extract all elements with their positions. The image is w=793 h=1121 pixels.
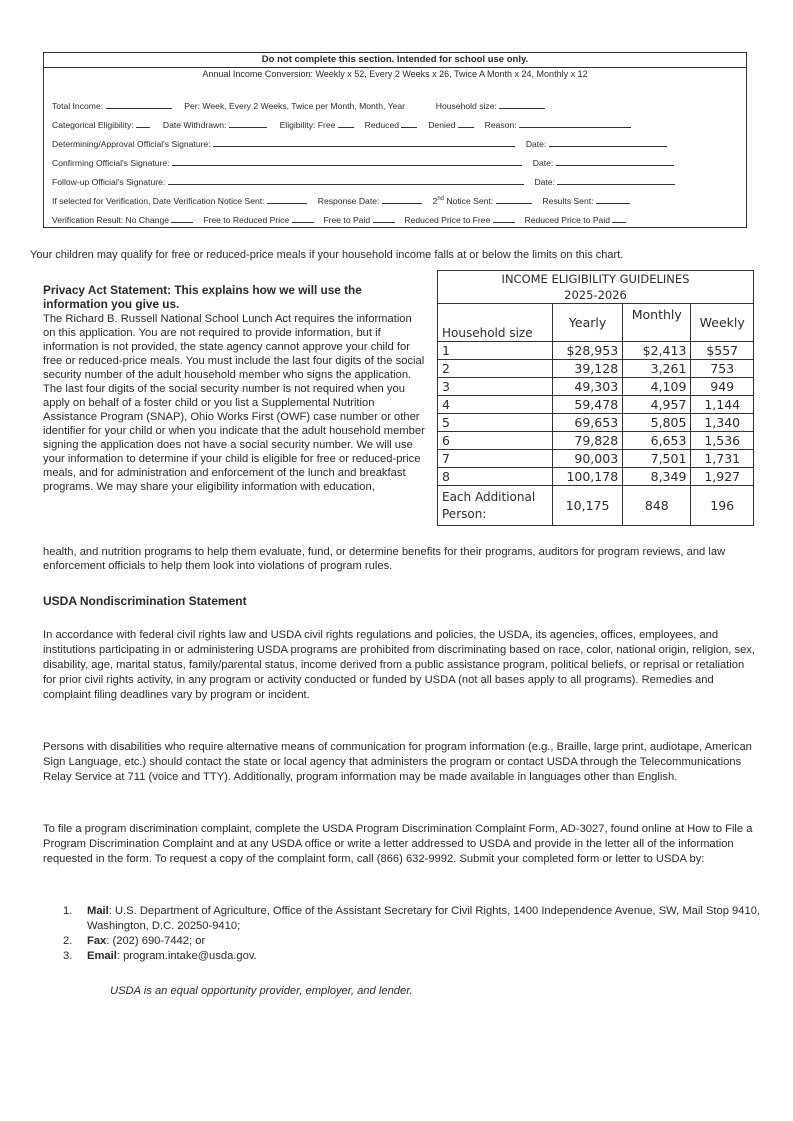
email-text: : program.intake@usda.gov.: [116, 950, 257, 962]
privacy-act-body: The Richard B. Russell National School Lunch Act requires the information on this application. You are not required to provide information, but if information is not provided, the state agency cannot approve your child for free or reduced-price meals. You must include the last four digits of the social security number of the adult household member who signs the application. The last four digits of the social security number is not required when you apply on behalf of a foster child or you list a Supplemental Nutrition Assistance Program (SNAP), Ohio Works First (OWF) case number or other identifier for your child or when you indicate that the adult household member signing the application does not have a social security number. We will use your information to determine if your child is eligible for free or reduced-price meals, and for administration and enforcement of the lunch and breakfast programs. We may share your eligibility information with education,: [43, 313, 425, 493]
email-label: Email: [87, 950, 117, 962]
table-row: [438, 378, 754, 396]
weekly-header: Weekly: [691, 304, 754, 342]
monthly-cell: 4,109: [623, 378, 691, 396]
weekly-cell: 1,340: [691, 414, 754, 432]
table-row: [438, 360, 754, 378]
monthly-cell: 4,957: [623, 396, 691, 414]
household-size-cell: 4: [438, 396, 553, 414]
additional-person-row: [438, 486, 754, 526]
weekly-cell: 1,927: [691, 468, 754, 486]
eligibility-row: [52, 118, 631, 130]
household-size-field[interactable]: [499, 99, 545, 109]
household-size-header: Household size: [438, 304, 553, 342]
categorical-eligibility-label: Categorical Eligibility:: [52, 120, 134, 130]
yearly-cell: 49,303: [553, 378, 623, 396]
determining-signature-label: Determining/Approval Official's Signature:: [52, 139, 211, 149]
household-size-label: Household size:: [435, 101, 497, 111]
table-row: [438, 342, 754, 360]
reduced-to-paid-label: Reduced Price to Paid: [524, 215, 611, 225]
total-income-field[interactable]: [106, 99, 172, 109]
total-income-label: Total Income:: [52, 101, 104, 111]
second-notice-suffix: nd: [437, 196, 445, 203]
usda-paragraph-disabilities: Persons with disabilities who require alternative means of communication for program information (e.g., Braille, large print, audiotape, American Sign Language, etc.) should contact the state or local agency that administers the program or contact USDA through the Telecommunications Relay Service at 711 (voice and TTY). Additionally, program information may be made available in languages other than English.: [43, 741, 752, 783]
reason-label: Reason:: [484, 120, 517, 130]
household-size-cell: 1: [438, 342, 553, 360]
yearly-header: Yearly: [553, 304, 623, 342]
household-size-cell: 7: [438, 450, 553, 468]
weekly-cell: 949: [691, 378, 754, 396]
additional-monthly-cell: 848: [623, 486, 691, 526]
weekly-cell: 1,731: [691, 450, 754, 468]
second-notice-label: [433, 196, 494, 206]
yearly-cell: 100,178: [553, 468, 623, 486]
verification-notice-field[interactable]: [267, 194, 307, 204]
second-notice-field[interactable]: [496, 194, 532, 204]
table-row: [438, 468, 754, 486]
total-income-row: [52, 99, 545, 111]
additional-yearly-cell: 10,175: [553, 486, 623, 526]
table-row: [438, 396, 754, 414]
determining-signature-row: [52, 137, 667, 149]
additional-weekly-cell: 196: [691, 486, 754, 526]
verification-result-label: Verification Result: No Change: [52, 215, 170, 225]
privacy-act-statement: [43, 283, 425, 494]
yearly-cell: 69,653: [553, 414, 623, 432]
yearly-cell: 90,003: [553, 450, 623, 468]
monthly-cell: $2,413: [623, 342, 691, 360]
followup-signature-label: Follow-up Official's Signature:: [52, 177, 166, 187]
followup-date-field[interactable]: [557, 175, 675, 185]
fax-label: Fax: [87, 935, 107, 947]
income-frequency-label: Per: Week, Every 2 Weeks, Twice per Month, Month, Year: [184, 101, 405, 111]
equal-opportunity-statement: USDA is an equal opportunity provider, employer, and lender.: [110, 985, 413, 997]
yearly-cell: 39,128: [553, 360, 623, 378]
results-sent-label: Results Sent:: [542, 196, 594, 206]
monthly-cell: 5,805: [623, 414, 691, 432]
date-withdrawn-field[interactable]: [229, 118, 267, 128]
eligibility-denied-label: Denied: [428, 120, 456, 130]
free-to-reduced-field[interactable]: [292, 213, 314, 223]
household-size-cell: 5: [438, 414, 553, 432]
weekly-cell: 753: [691, 360, 754, 378]
income-eligibility-table: [437, 270, 754, 526]
determining-date-field[interactable]: [549, 137, 667, 147]
followup-signature-row: [52, 175, 675, 187]
monthly-cell: 3,261: [623, 360, 691, 378]
eligibility-denied-field[interactable]: [458, 118, 474, 128]
yearly-cell: $28,953: [553, 342, 623, 360]
eligibility-reduced-label: Reduced: [364, 120, 400, 130]
monthly-cell: 6,653: [623, 432, 691, 450]
list-number: 1.: [63, 905, 73, 917]
confirming-signature-field[interactable]: [172, 156, 522, 166]
table-row: [438, 450, 754, 468]
privacy-act-continuation: health, and nutrition programs to help them evaluate, fund, or determine benefits for their programs, auditors for program reviews, and law enforcement officials to help them look into violations of program rules.: [43, 546, 726, 572]
school-use-section: [43, 52, 747, 228]
second-notice-number: 2: [432, 196, 438, 206]
mail-label: Mail: [87, 905, 109, 917]
verification-notice-row: [52, 194, 630, 206]
household-size-cell: 6: [438, 432, 553, 450]
additional-person-label: Each Additional Person:: [438, 486, 553, 526]
submission-methods-list: [63, 904, 763, 964]
list-number: 2.: [63, 935, 73, 947]
followup-date-label: Date:: [534, 177, 555, 187]
weekly-cell: 1,144: [691, 396, 754, 414]
usda-paragraph-complaint: To file a program discrimination complaint, complete the USDA Program Discrimination Complaint Form, AD-3027, found online at How to File a Program Discrimination Complaint and at any USDA office or write a letter addressed to USDA and provide in the letter all of the information requested in the form. To request a copy of the complaint form, call (866) 632-9992. Submit your completed form or letter to USDA by:: [43, 823, 753, 865]
results-sent-field[interactable]: [596, 194, 630, 204]
table-row: [438, 432, 754, 450]
second-notice-text: Notice Sent:: [444, 196, 494, 206]
household-size-cell: 8: [438, 468, 553, 486]
free-to-paid-label: Free to Paid: [323, 215, 371, 225]
usda-nondiscrimination-title: USDA Nondiscrimination Statement: [43, 594, 247, 608]
response-date-label: Response Date:: [317, 196, 380, 206]
privacy-act-title: Privacy Act Statement: This explains how we will use the information you give us.: [43, 283, 362, 311]
reduced-to-paid-field[interactable]: [612, 213, 626, 223]
determining-signature-field[interactable]: [213, 137, 515, 147]
yearly-cell: 59,478: [553, 396, 623, 414]
list-item: [63, 904, 763, 934]
list-item: [63, 934, 763, 949]
eligibility-free-field[interactable]: [338, 118, 354, 128]
eligibility-reduced-field[interactable]: [401, 118, 417, 128]
reduced-to-free-label: Reduced Price to Free: [404, 215, 491, 225]
fax-text: : (202) 690-7442; or: [106, 935, 206, 947]
reduced-to-free-field[interactable]: [493, 213, 515, 223]
usda-paragraph-civil-rights: In accordance with federal civil rights law and USDA civil rights regulations and policies, the USDA, its agencies, offices, employees, and institutions participating in or administering USDA programs are prohibited from discriminating based on race, color, national origin, religion, sex, disability, age, marital status, family/parental status, income derived from a public assistance program, political beliefs, or reprisal or retaliation for prior civil rights activity, in any program or activity conducted or funded by USDA (not all bases apply to all programs). Remedies and complaint filing deadlines vary by program or incident.: [43, 629, 755, 701]
no-change-field[interactable]: [171, 213, 193, 223]
mail-text: : U.S. Department of Agriculture, Office of the Assistant Secretary for Civil Rights, 1400 Independence Avenue, SW, Mail Stop 9410, Washington, D.C. 20250-9410;: [87, 905, 761, 932]
income-table-header-row: [438, 304, 754, 342]
household-size-cell: 2: [438, 360, 553, 378]
date-withdrawn-label: Date Withdrawn:: [162, 120, 227, 130]
response-date-field[interactable]: [382, 194, 422, 204]
monthly-cell: 8,349: [623, 468, 691, 486]
eligibility-intro: Your children may qualify for free or reduced-price meals if your household income falls at or below the limits on this chart.: [30, 249, 624, 261]
free-to-reduced-label: Free to Reduced Price: [203, 215, 290, 225]
income-table-year: 2025-2026: [438, 287, 754, 304]
confirming-signature-row: [52, 156, 674, 168]
table-row: [438, 414, 754, 432]
confirming-date-field[interactable]: [556, 156, 674, 166]
school-use-header: Do not complete this section. Intended for school use only.: [44, 53, 746, 68]
verification-result-row: [52, 213, 626, 225]
verification-notice-label: If selected for Verification, Date Verification Notice Sent:: [52, 196, 265, 206]
determining-date-label: Date:: [525, 139, 547, 149]
monthly-cell: 7,501: [623, 450, 691, 468]
income-table-title: INCOME ELIGIBILITY GUIDELINES: [438, 271, 754, 288]
yearly-cell: 79,828: [553, 432, 623, 450]
list-number: 3.: [63, 950, 73, 962]
monthly-header: Monthly: [623, 304, 691, 342]
weekly-cell: $557: [691, 342, 754, 360]
reason-field[interactable]: [519, 118, 631, 128]
list-item: [63, 949, 763, 964]
weekly-cell: 1,536: [691, 432, 754, 450]
categorical-eligibility-field[interactable]: [136, 118, 150, 128]
free-to-paid-field[interactable]: [373, 213, 395, 223]
confirming-date-label: Date:: [532, 158, 554, 168]
confirming-signature-label: Confirming Official's Signature:: [52, 158, 170, 168]
followup-signature-field[interactable]: [168, 175, 524, 185]
household-size-cell: 3: [438, 378, 553, 396]
income-conversion-note: Annual Income Conversion: Weekly x 52, Every 2 Weeks x 26, Twice A Month x 24, Monthly x 12: [202, 69, 588, 79]
eligibility-free-label: Eligibility: Free: [279, 120, 336, 130]
